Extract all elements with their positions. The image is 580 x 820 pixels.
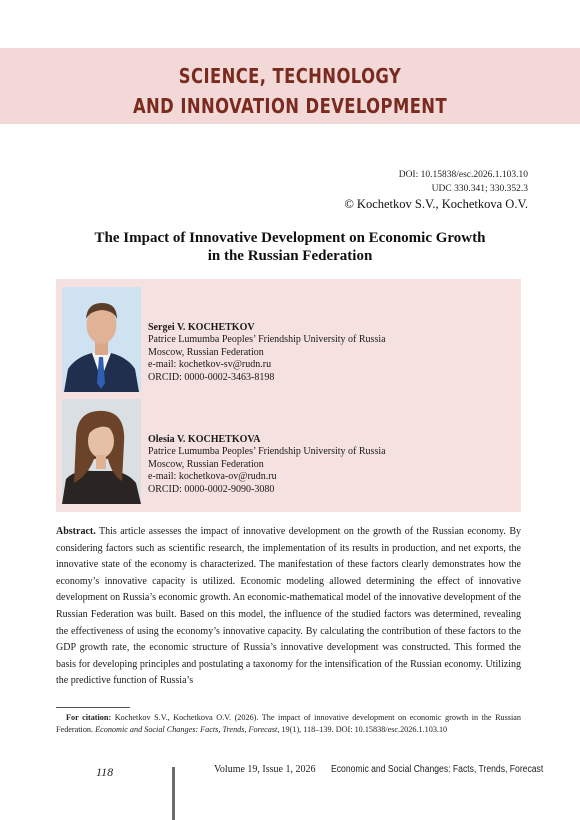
author-affiliation: Patrice Lumumba Peoples’ Friendship University of Russia	[148, 334, 386, 346]
woman-portrait-icon	[62, 399, 141, 504]
doi: DOI: 10.15838/esc.2026.1.103.10	[398, 170, 528, 180]
section-title-line-2: AND INNOVATION DEVELOPMENT	[132, 94, 448, 118]
author-location: Moscow, Russian Federation	[148, 458, 264, 470]
author-affiliation: Patrice Lumumba Peoples’ Friendship University of Russia	[148, 446, 386, 458]
citation-details: , 19(1), 118–139. DOI: 10.15838/esc.2026.1.103.10	[277, 724, 448, 734]
citation-text: Kochetkov S.V., Kochetkova O.V. (2026). The impact of innovative development on economic growth in the Russian Federation.	[56, 713, 521, 734]
author-location: Moscow, Russian Federation	[148, 346, 264, 358]
section-title-line-1: SCIENCE, TECHNOLOGY	[178, 64, 402, 88]
udc: UDC 330.341; 330.352.3	[431, 184, 528, 194]
footer-divider	[172, 767, 175, 820]
abstract	[56, 524, 521, 690]
author-name: Sergei V. KOCHETKOV	[148, 322, 255, 333]
article-title-line-1: The Impact of Innovative Development on Economic Growth	[94, 230, 486, 246]
footnote-rule	[56, 707, 130, 708]
copyright: © Kochetkov S.V., Kochetkova O.V.	[344, 197, 528, 211]
author-email[interactable]: e-mail: kochetkov-sv@rudn.ru	[148, 359, 272, 371]
citation-journal: Economic and Social Changes: Facts, Trends, Forecast	[95, 724, 278, 734]
abstract-label: Abstract.	[56, 526, 96, 537]
citation	[56, 712, 521, 735]
author-email[interactable]: e-mail: kochetkova-ov@rudn.ru	[148, 471, 277, 483]
author-info-2	[148, 434, 386, 496]
author-photo-kochetkova	[62, 399, 141, 504]
author-name: Olesia V. KOCHETKOVA	[148, 434, 261, 445]
author-photo-kochetkov	[62, 287, 141, 392]
man-portrait-icon	[62, 287, 141, 392]
citation-label: For citation:	[66, 713, 112, 722]
author-info-1	[148, 322, 386, 384]
abstract-text: This article assesses the impact of innovative development on the growth of the Russian economy. By considering factors such as scientific research, the implementation of its results in production, and net exports, the innovative state of the economy is characterized. The manifestation of these factors clearly demonstrates how the economy’s innovative capacity is utilized. Economic modeling allowed determining the effect of innovative development on Russia’s economic growth. An economic-mathematical model of the innovative development of the Russian Federation was built. Based on this model, the influence of the studied factors was determined, revealing the effectiveness of using the economy’s innovative capacity. By calculating the contribution of these factors to the GDP growth rate, the economic structure of Russia’s innovative development was constructed. This formed the basis for developing principles and postulating a taxonomy for the intensification of the Russian economy. Utilizing the predictive function of Russia’s	[56, 526, 521, 687]
article-title-line-2: in the Russian Federation	[207, 248, 373, 264]
volume-info: Volume 19, Issue 1, 2026	[214, 764, 316, 775]
journal-name: Economic and Social Changes: Facts, Trends, Forecast	[331, 764, 544, 775]
author-orcid: ORCID: 0000-0002-3463-8198	[148, 371, 275, 383]
author-orcid: ORCID: 0000-0002-9090-3080	[148, 483, 275, 495]
page-number: 118	[96, 765, 114, 779]
